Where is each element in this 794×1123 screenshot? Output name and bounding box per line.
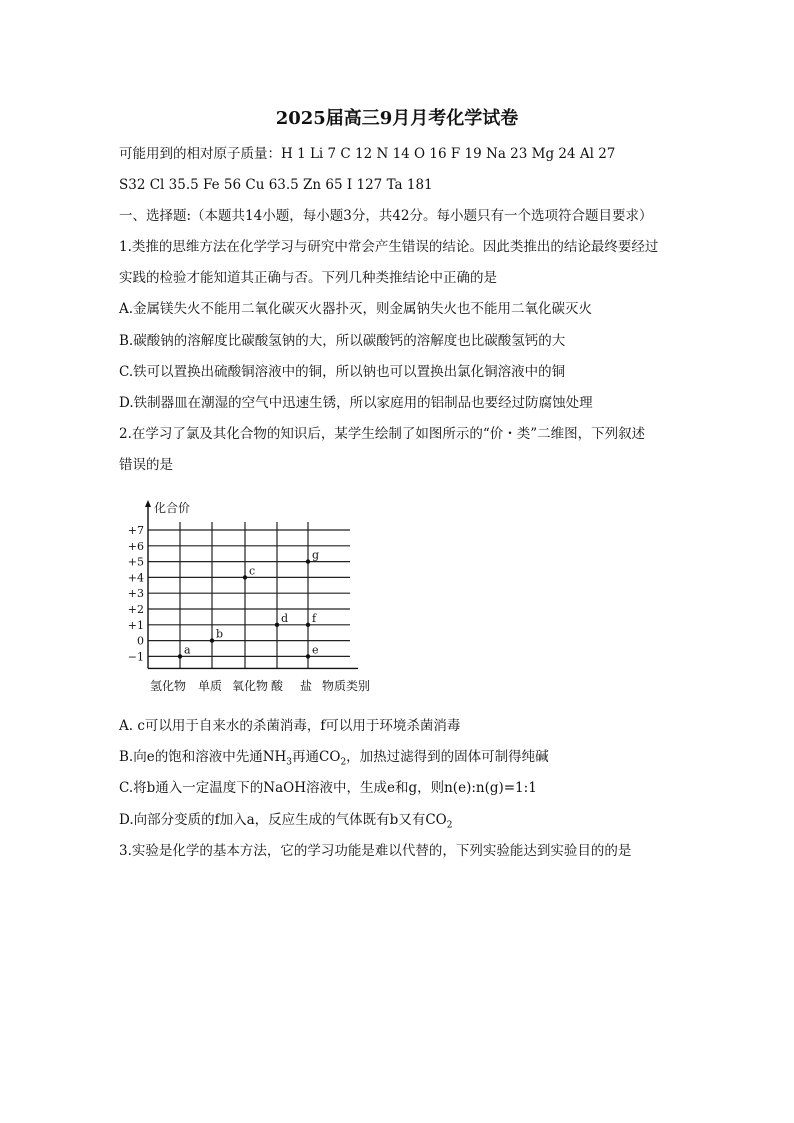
q1-option-c: C.铁可以置换出硫酸铜溶液中的铜，所以钠也可以置换出氯化铜溶液中的铜 [119,364,566,380]
q1-option-d: D.铁制器皿在潮湿的空气中迅速生锈，所以家庭用的铝制品也要经过防腐蚀处理 [119,395,593,411]
x-category-label: 氢化物 [149,679,187,693]
chart-point-d [275,623,279,627]
chart-point-b [210,638,214,642]
q2-option-b-sub1: 3 [286,757,293,768]
atomic-masses-line-1: 可能用到的相对原子质量：H 1 Li 7 C 12 N 14 O 16 F 19 Na 23 Mg 24 Al 27 [119,146,616,162]
q2-stem-line-1: 2.在学习了氯及其化合物的知识后，某学生绘制了如图所示的“价・类”二维图，下列叙述 [119,426,646,442]
q2-option-d [119,811,452,835]
chart-point-g [306,559,310,563]
chart-axes [145,500,358,668]
chart-x-categories [150,678,312,693]
x-category-label: 氧化物 [231,679,269,693]
exam-title: 2025届高三9月月考化学试卷 [275,108,519,129]
y-tick-label: +1 [127,618,144,632]
section-heading: 一、选择题:（本题共14小题，每小题3分，共42分。每小题只有一个选项符合题目要求） [119,208,653,224]
q2-option-b-mid: 再通CO [292,749,341,765]
x-category-label: 单质 [197,679,223,693]
chart-x-label: 物质类别 [322,679,371,693]
chart-point-e [306,654,310,658]
x-category-label: 酸 [270,679,284,693]
y-tick-label: +2 [127,603,144,616]
chart-point-a [178,654,182,658]
chart-point-c [243,575,247,579]
chart-point-label-d: d [281,611,289,625]
y-tick-label: +4 [127,571,144,585]
q1-stem-line-2: 实践的检验才能知道其正确与否。下列几种类推结论中正确的是 [119,270,497,286]
y-tick-label: +5 [127,555,144,569]
q1-stem-line-1: 1.类推的思维方法在化学学习与研究中常会产生错误的结论。因此类推出的结论最终要经过 [119,239,659,255]
q2-option-c: C.将b通入一定温度下的NaOH溶液中，生成e和g，则n(e):n(g)=1:1 [119,780,537,796]
y-tick-label: +6 [127,539,144,553]
chart-point-label-a: a [184,643,191,657]
chart-point-label-e: e [312,643,319,657]
q2-option-b-post: ，加热过滤得到的固体可制得纯碱 [346,749,549,765]
atomic-masses-line-2: S32 Cl 35.5 Fe 56 Cu 63.5 Zn 65 I 127 Ta 181 [119,177,433,193]
q2-option-b [119,748,549,772]
q2-stem-line-2: 错误的是 [119,457,173,473]
y-tick-label: +7 [127,524,144,537]
chart-point-label-f: f [312,611,317,625]
x-category-label: 盐 [299,679,313,693]
chart-point-label-c: c [249,564,256,578]
chart-y-label: 化合价 [154,501,191,515]
valence-class-chart [110,496,380,696]
y-tick-label: +3 [127,587,144,601]
q2-option-a: A. c可以用于自来水的杀菌消毒，f可以用于环境杀菌消毒 [119,718,461,734]
q3-stem: 3.实验是化学的基本方法，它的学习功能是难以代替的，下列实验能达到实验目的的是 [119,843,632,859]
q2-option-b-pre: B.向e的饱和溶液中先通NH [119,749,287,765]
q1-option-a: A.金属镁失火不能用二氧化碳灭火器扑灭，则金属钠失火也不能用二氧化碳灭火 [119,301,593,317]
chart-point-label-b: b [216,627,224,641]
chart-point-f [306,623,310,627]
q2-option-b-sub2: 2 [340,757,347,768]
q1-option-b: B.碳酸钠的溶解度比碳酸氢钠的大，所以碳酸钙的溶解度也比碳酸氢钙的大 [119,333,566,349]
chart-y-ticks [128,524,144,663]
chart-points [178,549,319,659]
chart-grid [148,522,350,668]
y-axis-arrow [145,500,151,507]
q2-option-d-pre: D.向部分变质的f加入a，反应生成的气体既有b又有CO [119,812,447,828]
chart-point-label-g: g [312,548,320,562]
y-tick-label: 0 [137,634,144,648]
y-tick-label: −1 [127,650,144,664]
q2-option-d-sub: 2 [446,820,453,831]
